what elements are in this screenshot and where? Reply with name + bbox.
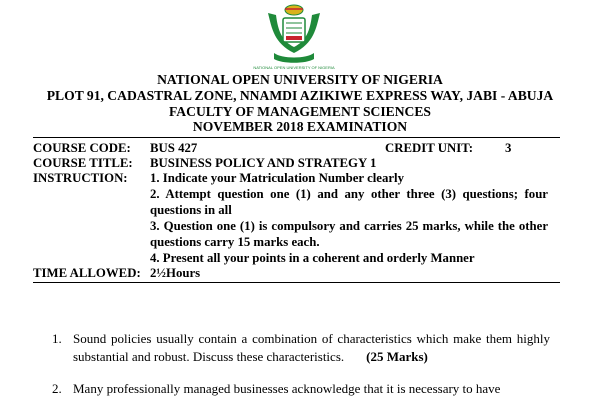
course-title-value: BUSINESS POLICY AND STRATEGY 1 <box>150 156 377 170</box>
question-number: 1. <box>52 331 62 346</box>
time-allowed-label: TIME ALLOWED: <box>33 266 141 280</box>
question-number: 2. <box>52 381 62 396</box>
course-title-label: COURSE TITLE: <box>33 156 133 170</box>
university-address: PLOT 91, CADASTRAL ZONE, NNAMDI AZIKIWE EXPRESS WAY, JABI - ABUJA <box>46 88 554 103</box>
question-marks: (25 Marks) <box>366 349 428 364</box>
instruction-item-3: 3. Question one (1) is compulsory and carries 25 marks, while the other questions carry 15 marks each. <box>150 219 548 249</box>
info-rule <box>33 282 560 283</box>
exam-title: NOVEMBER 2018 EXAMINATION <box>192 119 408 134</box>
question-text <box>73 380 550 398</box>
credit-unit-label: CREDIT UNIT: <box>385 141 474 155</box>
question-text <box>73 330 550 366</box>
time-allowed-value: 2½Hours <box>150 266 201 280</box>
university-name: NATIONAL OPEN UNIVERSITY OF NIGERIA <box>157 72 443 87</box>
instruction-item-1: 1. Indicate your Matriculation Number clearly <box>150 171 405 185</box>
instruction-item-4: 4. Present all your points in a coherent and orderly Manner <box>150 251 475 265</box>
question-body: Many professionally managed businesses acknowledge that it is necessary to have <box>73 381 501 396</box>
instruction-item-2: 2. Attempt question one (1) and any other three (3) questions; four questions in all <box>150 187 548 217</box>
credit-unit-value: 3 <box>505 141 512 155</box>
logo-text: NATIONAL OPEN UNIVERSITY OF NIGERIA <box>253 65 335 70</box>
question-body: Sound policies usually contain a combination of characteristics which make them highly substantial and robust. Discuss these characteristics. <box>73 331 550 364</box>
course-code-label: COURSE CODE: <box>33 141 131 155</box>
instruction-label: INSTRUCTION: <box>33 171 128 185</box>
faculty-name: FACULTY OF MANAGEMENT SCIENCES <box>169 104 431 119</box>
header-rule <box>33 137 560 138</box>
course-code-value: BUS 427 <box>150 141 198 155</box>
university-crest-logo <box>253 3 335 73</box>
